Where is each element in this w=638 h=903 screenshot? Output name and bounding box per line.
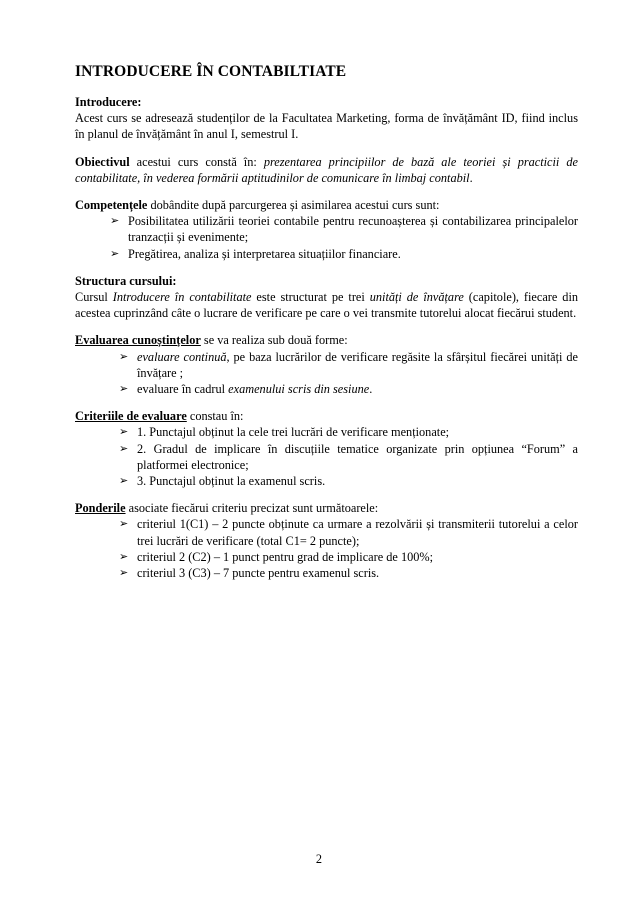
- section-structura: [75, 273, 578, 322]
- arrowhead-bullet-icon: ➢: [119, 383, 129, 396]
- section-competente: [75, 197, 578, 262]
- arrowhead-bullet-icon: ➢: [119, 442, 129, 455]
- introducere-heading: Introducere:: [75, 95, 142, 109]
- ponderile-lead: Ponderile: [75, 501, 126, 516]
- evaluarea-list: [75, 349, 578, 398]
- competente-list: [75, 213, 578, 262]
- evaluarea-lead: Evaluarea cunoștințelor: [75, 333, 201, 348]
- introducere-text: Acest curs se adresează studenților de la Facultatea Marketing, forma de învățământ ID, fiind inclus în planul de învățământ în anul I, semestrul I.: [75, 111, 578, 142]
- list-item: ➢ 2. Gradul de implicare în discuțiile tematice organizate prin opțiunea “Forum” a platformei electronice;: [119, 441, 578, 472]
- document-title: INTRODUCERE ÎN CONTABILTIATE: [75, 63, 347, 80]
- ponderile-paragraph: Ponderile asociate fiecărui criteriu precizat sunt următoarele:: [75, 501, 379, 516]
- competente-paragraph: [75, 197, 578, 213]
- list-item: ➢ 3. Punctajul obținut la examenul scris.: [119, 474, 326, 489]
- list-item: ➢ 1. Punctajul obținut la cele trei lucrări de verificare menționate;: [119, 425, 450, 440]
- list-item: ➢ evaluare continuă, pe baza lucrărilor de verificare regăsite la sfârșitul fiecărei unități de învățare ;: [119, 349, 578, 380]
- ponderile-list: [75, 516, 578, 581]
- structura-paragraph: Cursul Introducere în contabilitate este structurat pe trei unități de învățare (capitole), fiecare din acestea cuprinzând câte o lucrare de verificare pe care o vei transmite tutorelui alocat fiecărui student.: [75, 290, 579, 321]
- obiectiv-text2: .: [469, 170, 473, 185]
- competente-lead: Competențele: [75, 198, 148, 213]
- list-item: ➢ criteriul 3 (C3) – 7 puncte pentru examenul scris.: [119, 566, 380, 581]
- obiectiv-italic: prezentarea principiilor de bază ale teoriei și practicii de contabilitate, în vederea formării aptitudinilor de comunicare în limbaj contabil: [75, 154, 578, 185]
- section-obiectiv: [75, 154, 578, 186]
- section-criterii: [75, 408, 578, 489]
- page-number: 2: [315, 852, 323, 866]
- document-page: [75, 62, 578, 592]
- structura-heading: Structura cursului:: [75, 273, 177, 288]
- criterii-list: [75, 424, 578, 489]
- arrowhead-bullet-icon: ➢: [110, 215, 120, 228]
- arrowhead-bullet-icon: ➢: [119, 518, 129, 531]
- competente-text: dobândite după parcurgerea și asimilarea acestui curs sunt:: [147, 198, 440, 213]
- criterii-lead: Criteriile de evaluare: [75, 409, 187, 424]
- obiectiv-text1: acestui curs constă în:: [129, 154, 264, 169]
- list-item: ➢ criteriul 2 (C2) – 1 punct pentru grad de implicare de 100%;: [119, 549, 434, 564]
- list-item: ➢ evaluare în cadrul examenului scris din sesiune.: [119, 382, 373, 397]
- section-introducere: [75, 94, 578, 143]
- list-item: ➢ Pregătirea, analiza și interpretarea situațiilor financiare.: [110, 246, 401, 261]
- section-evaluarea: [75, 332, 578, 397]
- arrowhead-bullet-icon: ➢: [119, 550, 129, 563]
- obiectiv-lead: Obiectivul: [75, 154, 130, 169]
- arrowhead-bullet-icon: ➢: [110, 247, 120, 260]
- criterii-paragraph: Criteriile de evaluare constau în:: [75, 409, 244, 424]
- arrowhead-bullet-icon: ➢: [119, 567, 129, 580]
- arrowhead-bullet-icon: ➢: [119, 350, 129, 363]
- evaluarea-paragraph: Evaluarea cunoștințelor se va realiza sub două forme:: [75, 333, 348, 348]
- obiectiv-paragraph: [75, 154, 578, 186]
- list-item: ➢ Posibilitatea utilizării teoriei contabile pentru recunoașterea și contabilizarea principalelor tranzacții și evenimente;: [110, 214, 578, 245]
- list-item: ➢ criteriul 1(C1) – 2 puncte obținute ca urmare a rezolvării și transmiterii tutorelui a celor trei lucrări de verificare (total C1= 2 puncte);: [119, 517, 578, 548]
- arrowhead-bullet-icon: ➢: [119, 475, 129, 488]
- arrowhead-bullet-icon: ➢: [119, 426, 129, 439]
- section-ponderile: [75, 500, 578, 581]
